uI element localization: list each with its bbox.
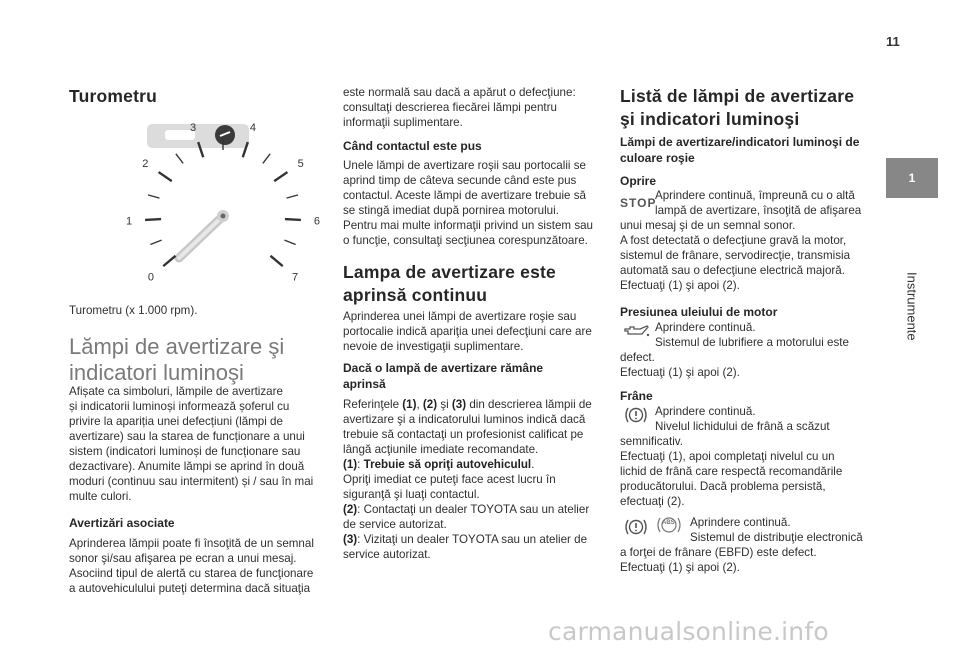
gauge-number: 6 [313,215,320,228]
section-title-list-line-1: Listă de lămpi de avertizare [620,86,855,106]
text-line: Efectuaţi (1) şi apoi (2). [620,366,740,379]
text-line: trebuie să contactaţi un profesionist calificat pe [343,428,584,441]
major-tick [270,256,282,266]
ignition-on-paragraph [343,158,593,248]
text-line: sistemul de frânare, servodirecţie, transmisia [620,249,851,262]
gauge-ticks [145,138,301,266]
step-2-line [343,502,592,517]
text-line: Aprinderea lămpii poate fi însoţită de un semnal [69,537,314,550]
ebfd-paragraph [620,545,817,575]
text-line: a forţei de frânare (EBFD) este defect. [620,546,817,559]
text-line: Aprindere continuă. [655,321,756,334]
section-title-continuous-line-1: Lampa de avertizare este [343,262,556,282]
tachometer-illustration [113,118,320,296]
major-tick [145,219,161,220]
text-line: semnificativ. [620,435,683,448]
gauge-number: 3 [189,121,197,134]
chapter-tab-label: Instrumente [904,272,920,341]
gauge-number: 7 [291,271,299,284]
text-line: contactul. Aceste lămpi de avertizare trebuie să [343,189,586,202]
text-line: Aprindere continuă. [655,405,756,418]
subsection-title-ignition-on: Când contactul este pus [343,139,482,153]
ref-2: (2) [422,398,438,411]
text-line: service autorizat. [343,548,431,561]
text-line: Asociind tipul de alertă cu starea de funcţionare [69,567,314,580]
text-line: Efectuaţi (1), apoi completaţi nivelul cu un [620,450,835,463]
minor-tick [150,240,161,244]
text-line: Sistemul de lubrifiere a motorului este [655,336,849,349]
brake-warning-icon [623,517,649,537]
major-tick [285,219,301,220]
associated-warnings-paragraph [69,536,314,596]
text: : Contactaţi un dealer TOYOTA sau un atelier [357,503,590,516]
text-line: lichid de frână care respectă recomandările [620,465,843,478]
oil-pressure-paragraph [620,350,740,380]
subsection-title-associated-warnings: Avertizări asociate [69,516,175,530]
chapter-tab[interactable] [886,158,938,198]
subsection-title-lamp-stays-on-line-2: aprinsă [343,377,386,391]
gauge-number: 5 [297,158,304,171]
gauge-needle [179,210,229,258]
text-line: avertizare) sau la starea de funcționare a unui [69,430,305,443]
subsection-title-red-line-1: Lămpi de avertizare/indicatori luminoşi de [620,135,860,149]
text-line: avertizare şi a indicatorului luminos indică dacă [343,413,586,426]
section-title-tachometer: Turometru [69,86,158,106]
step-3-label: (3) [343,533,358,546]
text-line: dezactivare). Anumite lămpi se aprind în două [69,460,305,473]
text-line: Aprinderea unei lămpi de avertizare roşie sau [343,310,577,323]
step-1-bold: Trebuie să opriţi autovehiculul [363,458,532,471]
subsection-title-lamp-stays-on-line-1: Dacă o lampă de avertizare rămâne [343,361,544,375]
section-title-lamps-line-1: Lămpi de avertizare şi [69,334,285,359]
text-line: Aprindere continuă. [690,516,791,529]
text-line: Afișate ca simboluri, lămpile de avertizare [69,385,283,398]
text: din descrierea lămpii de [466,398,592,411]
text-line: lampă de avertizare, însoţită de afişarea [655,204,862,217]
gauge-number: 2 [142,158,149,171]
text-line: automată sau o defecţiune electrică majoră. [620,264,845,277]
text-line: Sistemul de distribuţie electronică [690,531,863,544]
step-3-line [343,532,592,547]
text-line: sistem (indicatori luminoși de funcționare sau [69,445,301,458]
text: Referinţele [343,398,403,411]
text-line: Efectuaţi (1) şi apoi (2). [620,279,740,292]
text-line: Nivelul lichidului de frână a scăzut [655,420,830,433]
text-line: este normală sau dacă a apărut o defecţiune: [343,86,576,99]
watermark: carmanualsonline.info [548,617,829,646]
oil-pressure-title: Presiunea uleiului de motor [620,305,778,319]
text-line: informaţii suplimentare. [343,116,463,129]
step-1-line [343,457,592,472]
text-line: Aprindere continuă, împreună cu o altă [655,189,855,202]
text-line: se stingă imediat după pornirea motorului. [343,204,559,217]
brakes-paragraph [620,434,842,509]
ref-3: (3) [451,398,467,411]
ref-1: (1) [402,398,417,411]
text-line: A fost detectată o defecţiune gravă la motor, [620,234,847,247]
stop-paragraph [620,218,850,293]
gauge-number: 4 [249,121,257,134]
chapter-tab-number: 1 [908,171,916,185]
gauge-number: 0 [147,271,155,284]
tachometer-caption: Turometru (x 1.000 rpm). [69,304,198,317]
text-line: o funcţie, consultaţi secţiunea corespunzătoare. [343,234,588,247]
text-line: privire la apariția unei defecțiuni (lămpi de [69,415,283,428]
text-line: Pentru mai multe informaţii privind un sistem sau [343,219,594,232]
section-title-lamps-line-2: indicatori luminoşi [69,360,244,385]
stop-title: Oprire [620,174,657,188]
stop-warning-icon: STOP [620,196,657,210]
text: : Vizitaţi un dealer TOYOTA sau un atelier de [357,533,588,546]
text-line: nevoie de investigaţii suplimentare. [343,340,524,353]
text-line: multe culori. [69,490,132,503]
subsection-title-red-line-2: culoare roşie [620,151,695,165]
text-line [343,397,592,412]
text-line: defect. [620,351,655,364]
major-tick [159,172,172,181]
continuous-paragraph [343,309,592,354]
minor-tick [176,154,183,164]
brake-warning-icon [623,405,649,425]
text-line: aprind timp de câteva secunde când este pus [343,174,577,187]
text-line: portocalie indică apariţia unei defecţiuni care are [343,325,592,338]
gauge-number: 1 [126,215,133,228]
text-line: producătorului. Dacă problema persistă, [620,480,826,493]
text: şi [437,398,452,411]
text-line: unui mesaj şi de un semnal sonor. [620,219,796,232]
step-1-label: (1) [343,458,358,471]
major-tick [274,172,287,181]
text: . [531,458,535,471]
brakes-title: Frâne [620,389,653,403]
continued-paragraph [343,85,576,130]
text: , [416,398,423,411]
page-number: 11 [886,34,900,49]
lamps-intro-paragraph [69,384,313,504]
text-line: efectuaţi (2). [620,495,685,508]
minor-tick [263,154,270,164]
minor-tick [284,240,295,244]
minor-tick [287,195,299,198]
text-line: lângă acţiunile imediate recomandate. [343,443,539,456]
text-line: Unele lămpi de avertizare roşii sau portocalii se [343,159,586,172]
references-paragraph [343,397,592,562]
text-line: siguranţă şi luaţi contactul. [343,488,480,501]
text-line: de service autorizat. [343,518,447,531]
section-title-list-line-2: şi indicatori luminoşi [620,109,800,129]
abs-label: ABS [662,520,675,526]
oil-can-icon [622,324,650,338]
section-title-continuous-line-2: aprinsă continuu [343,285,488,305]
abs-warning-icon [656,515,682,535]
major-tick [163,256,175,266]
text-line: a autovehiculului puteţi determina dacă situaţia [69,582,311,595]
step-2-label: (2) [343,503,358,516]
text-line: și indicatorii luminoși informează șoferul cu [69,400,290,413]
text-line: Opriţi imediat ce puteţi face acest lucru în [343,473,556,486]
text-line: consultaţi descrierea fiecărei lămpi pentru [343,101,557,114]
text: : [357,458,364,471]
minor-tick [148,195,160,198]
text-line: moduri (continuu sau intermitent) și / sau în mai [69,475,314,488]
text-line: sonor şi/sau afişarea pe ecran a unui mesaj. [69,552,297,565]
text-line: Efectuaţi (1) şi apoi (2). [620,561,740,574]
